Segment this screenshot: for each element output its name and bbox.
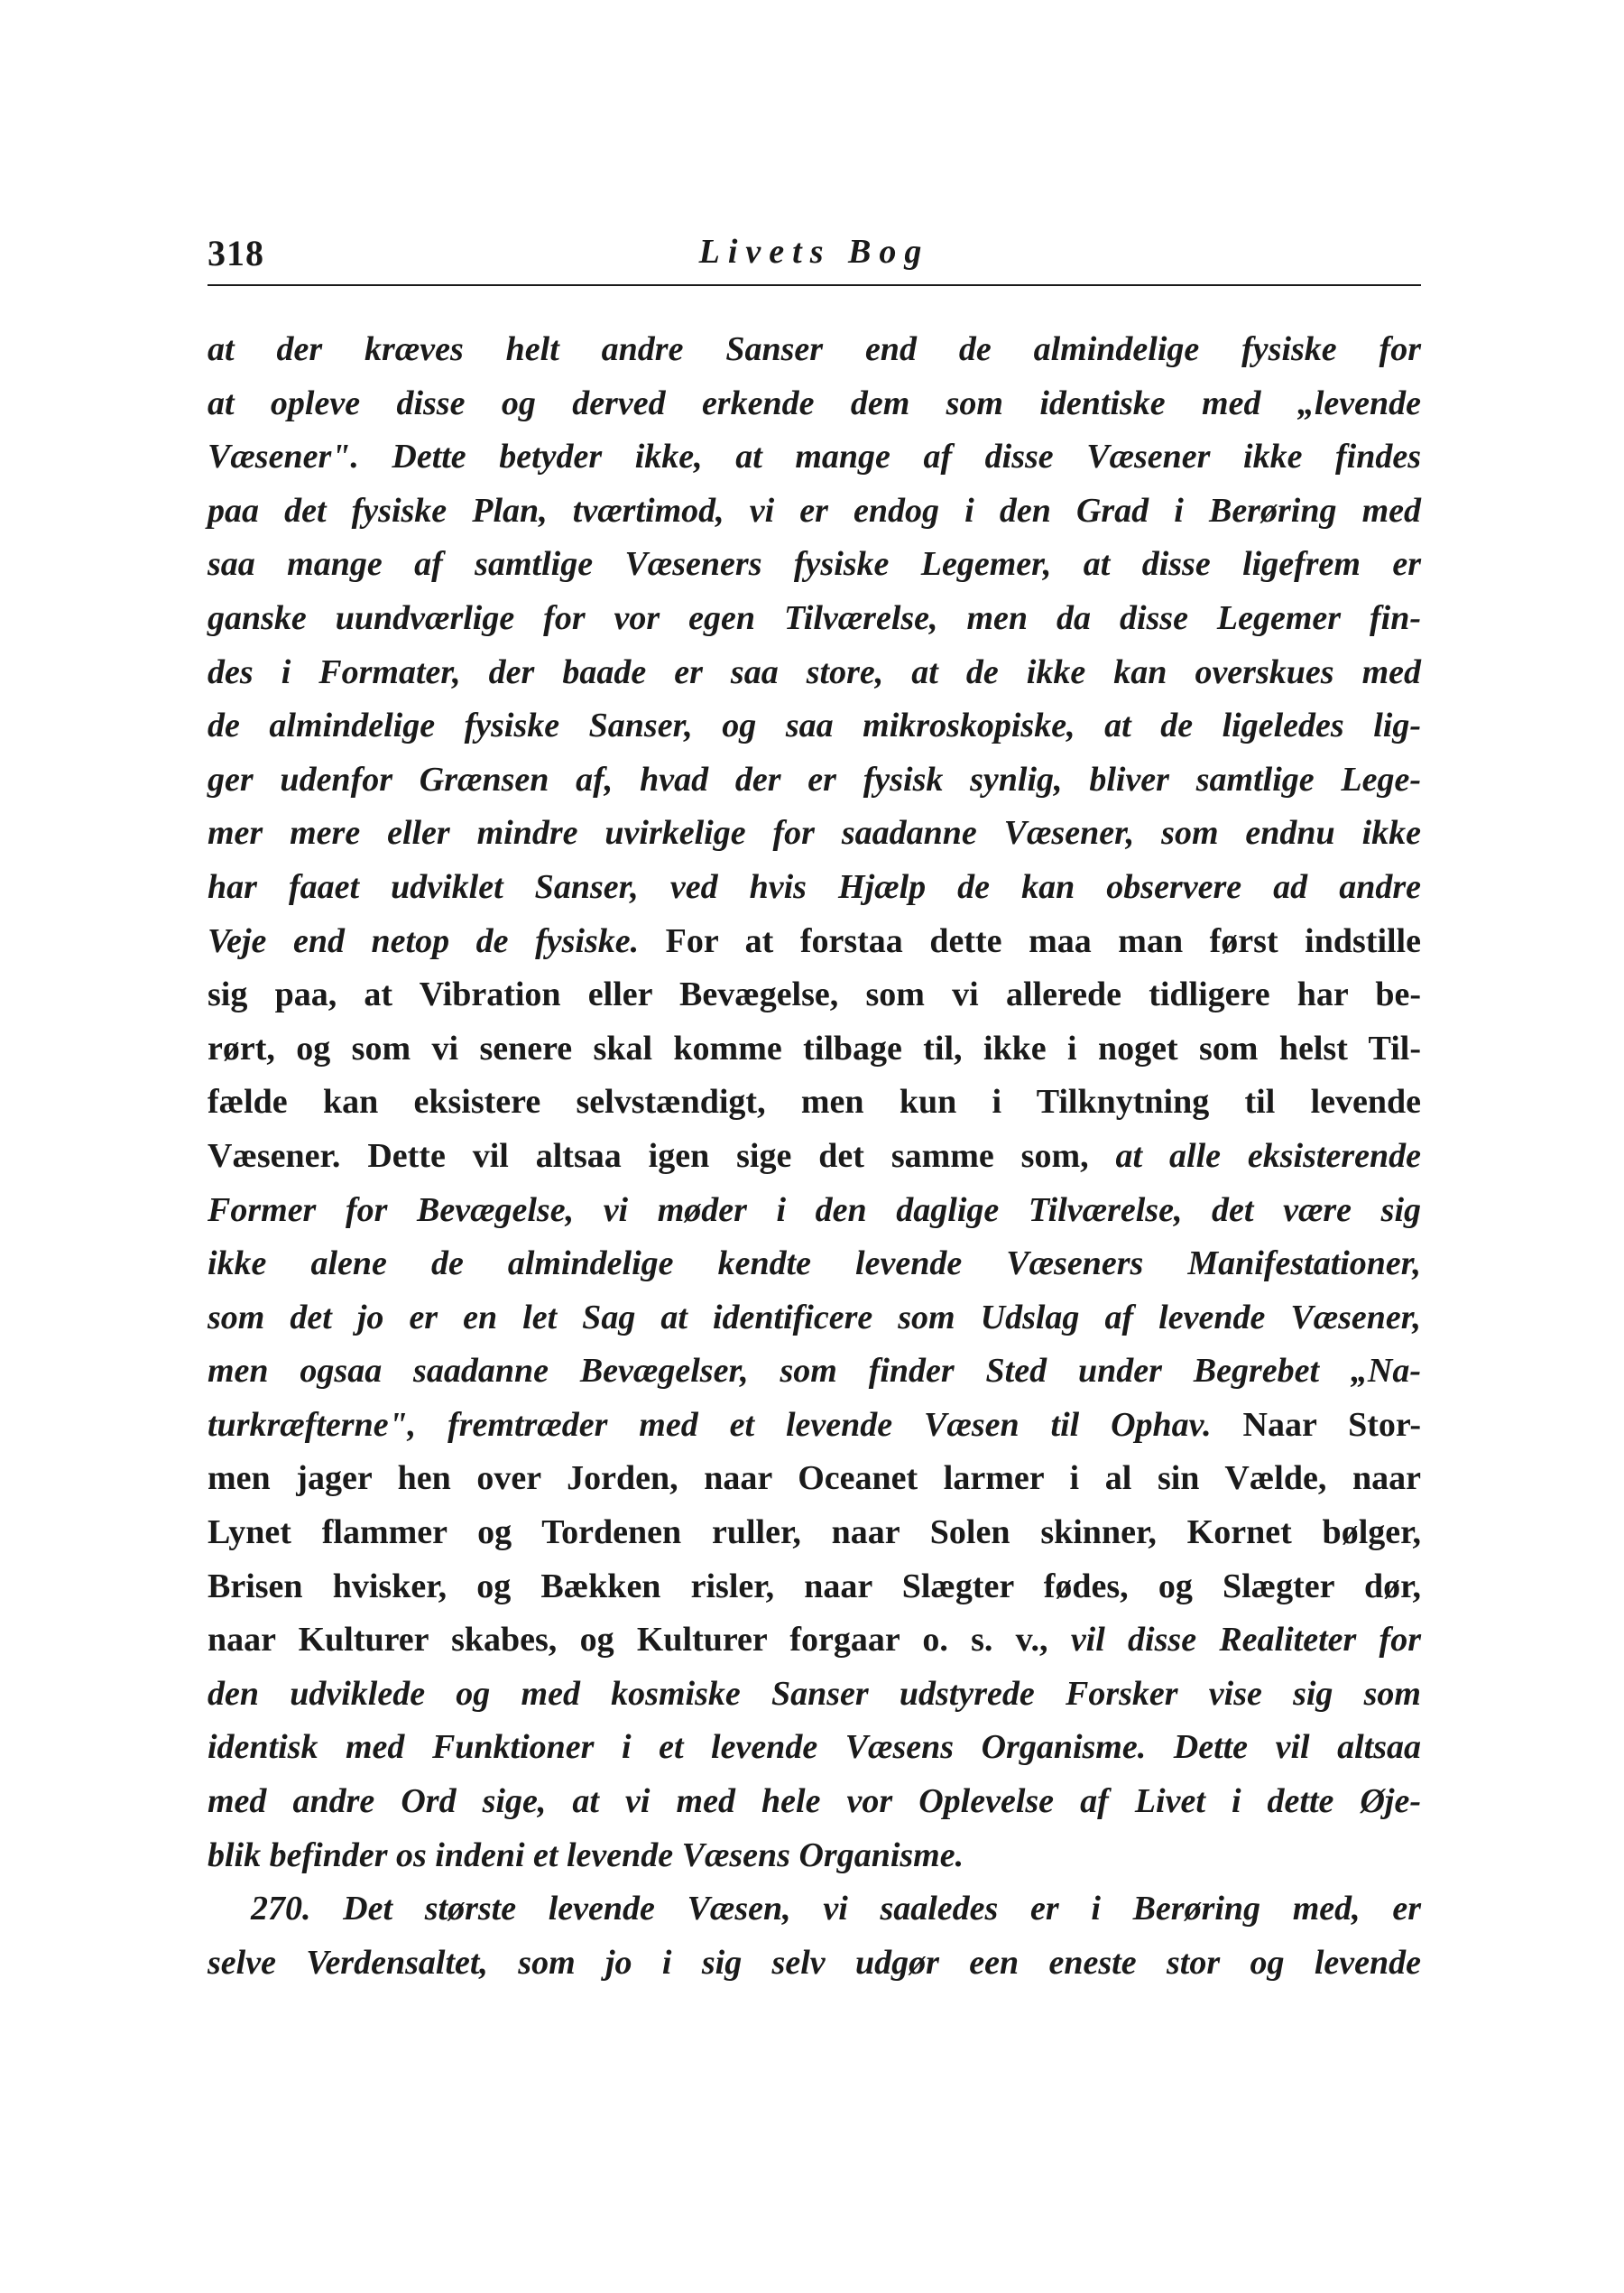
text-line bbox=[208, 1668, 1421, 1722]
running-title: Livets Bog bbox=[698, 233, 930, 271]
roman-run: Lynet flammer og Tordenen ruller, naar Solen skinner, Kornet bølger, bbox=[208, 1513, 1421, 1552]
italic-run: ger udenfor Grænsen af, hvad der er fysisk synlig, bliver samtlige Lege- bbox=[208, 760, 1421, 799]
text-line bbox=[208, 323, 1421, 377]
text-line bbox=[208, 646, 1421, 700]
text-line bbox=[208, 1937, 1421, 1991]
text-line bbox=[208, 1237, 1421, 1291]
text-line bbox=[208, 1076, 1421, 1130]
text-line bbox=[208, 968, 1421, 1022]
italic-run: saa mange af samtlige Væseners fysiske Legemer, at disse ligefrem er bbox=[208, 545, 1421, 584]
text-line bbox=[208, 1506, 1421, 1560]
italic-run: 270. Det største levende Væsen, vi saaledes er i Berøring med, er bbox=[251, 1890, 1421, 1928]
italic-run: har faaet udviklet Sanser, ved hvis Hjælp de kan observere ad andre bbox=[208, 867, 1421, 906]
text-line bbox=[208, 1721, 1421, 1775]
italic-run: ganske uundværlige for vor egen Tilværelse, men da disse Legemer fin- bbox=[208, 598, 1421, 637]
text-line bbox=[208, 377, 1421, 431]
italic-run: at opleve disse og derved erkende dem som identiske med „levende bbox=[208, 384, 1421, 422]
italic-run: med andre Ord sige, at vi med hele vor Oplevelse af Livet i dette Øje- bbox=[208, 1782, 1421, 1821]
text-line bbox=[208, 807, 1421, 861]
roman-run: Naar Stor- bbox=[1211, 1405, 1421, 1444]
roman-run: rørt, og som vi senere skal komme tilbage til, ikke i noget som helst Til- bbox=[208, 1029, 1421, 1068]
text-line bbox=[208, 430, 1421, 485]
italic-run: blik befinder os indeni et levende Væsens Organisme. bbox=[208, 1835, 964, 1874]
italic-run: de almindelige fysiske Sanser, og saa mikroskopiske, at de ligeledes lig- bbox=[208, 707, 1421, 745]
roman-run: naar Kulturer skabes, og Kulturer forgaar o. s. v., bbox=[208, 1621, 1071, 1660]
italic-run: des i Formater, der baade er saa store, at de ikke kan overskues med bbox=[208, 652, 1421, 691]
roman-run: fælde kan eksistere selvstændigt, men kun i Tilknytning til levende bbox=[208, 1083, 1421, 1122]
text-line bbox=[208, 861, 1421, 915]
italic-run: turkræfterne", fremtræder med et levende Væsen til Ophav. bbox=[208, 1405, 1212, 1444]
body-text bbox=[208, 323, 1421, 1990]
text-line bbox=[208, 699, 1421, 754]
italic-run: Veje end netop de fysiske. bbox=[208, 921, 640, 960]
italic-run: identisk med Funktioner i et levende Væsens Organisme. Dette vil altsaa bbox=[208, 1728, 1421, 1767]
text-line bbox=[208, 538, 1421, 592]
roman-run: Brisen hvisker, og Bækken risler, naar Slægter fødes, og Slægter dør, bbox=[208, 1567, 1421, 1605]
italic-run: paa det fysiske Plan, tværtimod, vi er endog i den Grad i Berøring med bbox=[208, 491, 1421, 530]
text-line bbox=[208, 1345, 1421, 1399]
roman-run: Væsener. Dette vil altsaa igen sige det samme som, bbox=[208, 1136, 1116, 1175]
text-line bbox=[208, 1775, 1421, 1829]
text-line bbox=[208, 485, 1421, 539]
italic-run: selve Verdensaltet, som jo i sig selv udgør een eneste stor og levende bbox=[208, 1943, 1421, 1982]
italic-run: den udviklede og med kosmiske Sanser udstyrede Forsker vise sig som bbox=[208, 1674, 1421, 1713]
text-line bbox=[208, 1184, 1421, 1238]
roman-run: For at forstaa dette maa man først indstille bbox=[639, 921, 1421, 960]
italic-run: ikke alene de almindelige kendte levende Væseners Manifestationer, bbox=[208, 1244, 1421, 1283]
italic-run: Former for Bevægelse, vi møder i den daglige Tilværelse, det være sig bbox=[208, 1190, 1421, 1229]
text-line bbox=[208, 1130, 1421, 1184]
text-line bbox=[208, 1291, 1421, 1345]
italic-run: at alle eksisterende bbox=[1115, 1136, 1421, 1175]
roman-run: sig paa, at Vibration eller Bevægelse, som vi allerede tidligere har be- bbox=[208, 975, 1421, 1014]
text-line bbox=[208, 592, 1421, 646]
text-line bbox=[208, 1452, 1421, 1506]
text-line bbox=[208, 1613, 1421, 1668]
text-line bbox=[208, 754, 1421, 808]
text-line bbox=[208, 915, 1421, 969]
italic-run: som det jo er en let Sag at identificere som Udslag af levende Væsener, bbox=[208, 1298, 1421, 1336]
italic-run: at der kræves helt andre Sanser end de almindelige fysiske for bbox=[208, 330, 1421, 368]
text-line bbox=[208, 1882, 1421, 1937]
italic-run: vil disse Realiteter for bbox=[1070, 1621, 1421, 1660]
text-line bbox=[208, 1399, 1421, 1453]
text-line bbox=[208, 1022, 1421, 1077]
page-number: 318 bbox=[208, 233, 264, 273]
roman-run: men jager hen over Jorden, naar Oceanet larmer i al sin Vælde, naar bbox=[208, 1459, 1421, 1498]
running-head bbox=[208, 230, 1421, 286]
text-line bbox=[208, 1560, 1421, 1614]
text-line bbox=[208, 1829, 1421, 1883]
italic-run: mer mere eller mindre uvirkelige for saadanne Væsener, som endnu ikke bbox=[208, 814, 1421, 853]
italic-run: Væsener". Dette betyder ikke, at mange af disse Væsener ikke findes bbox=[208, 438, 1421, 476]
italic-run: men ogsaa saadanne Bevægelser, som finder Sted under Begrebet „Na- bbox=[208, 1352, 1421, 1391]
